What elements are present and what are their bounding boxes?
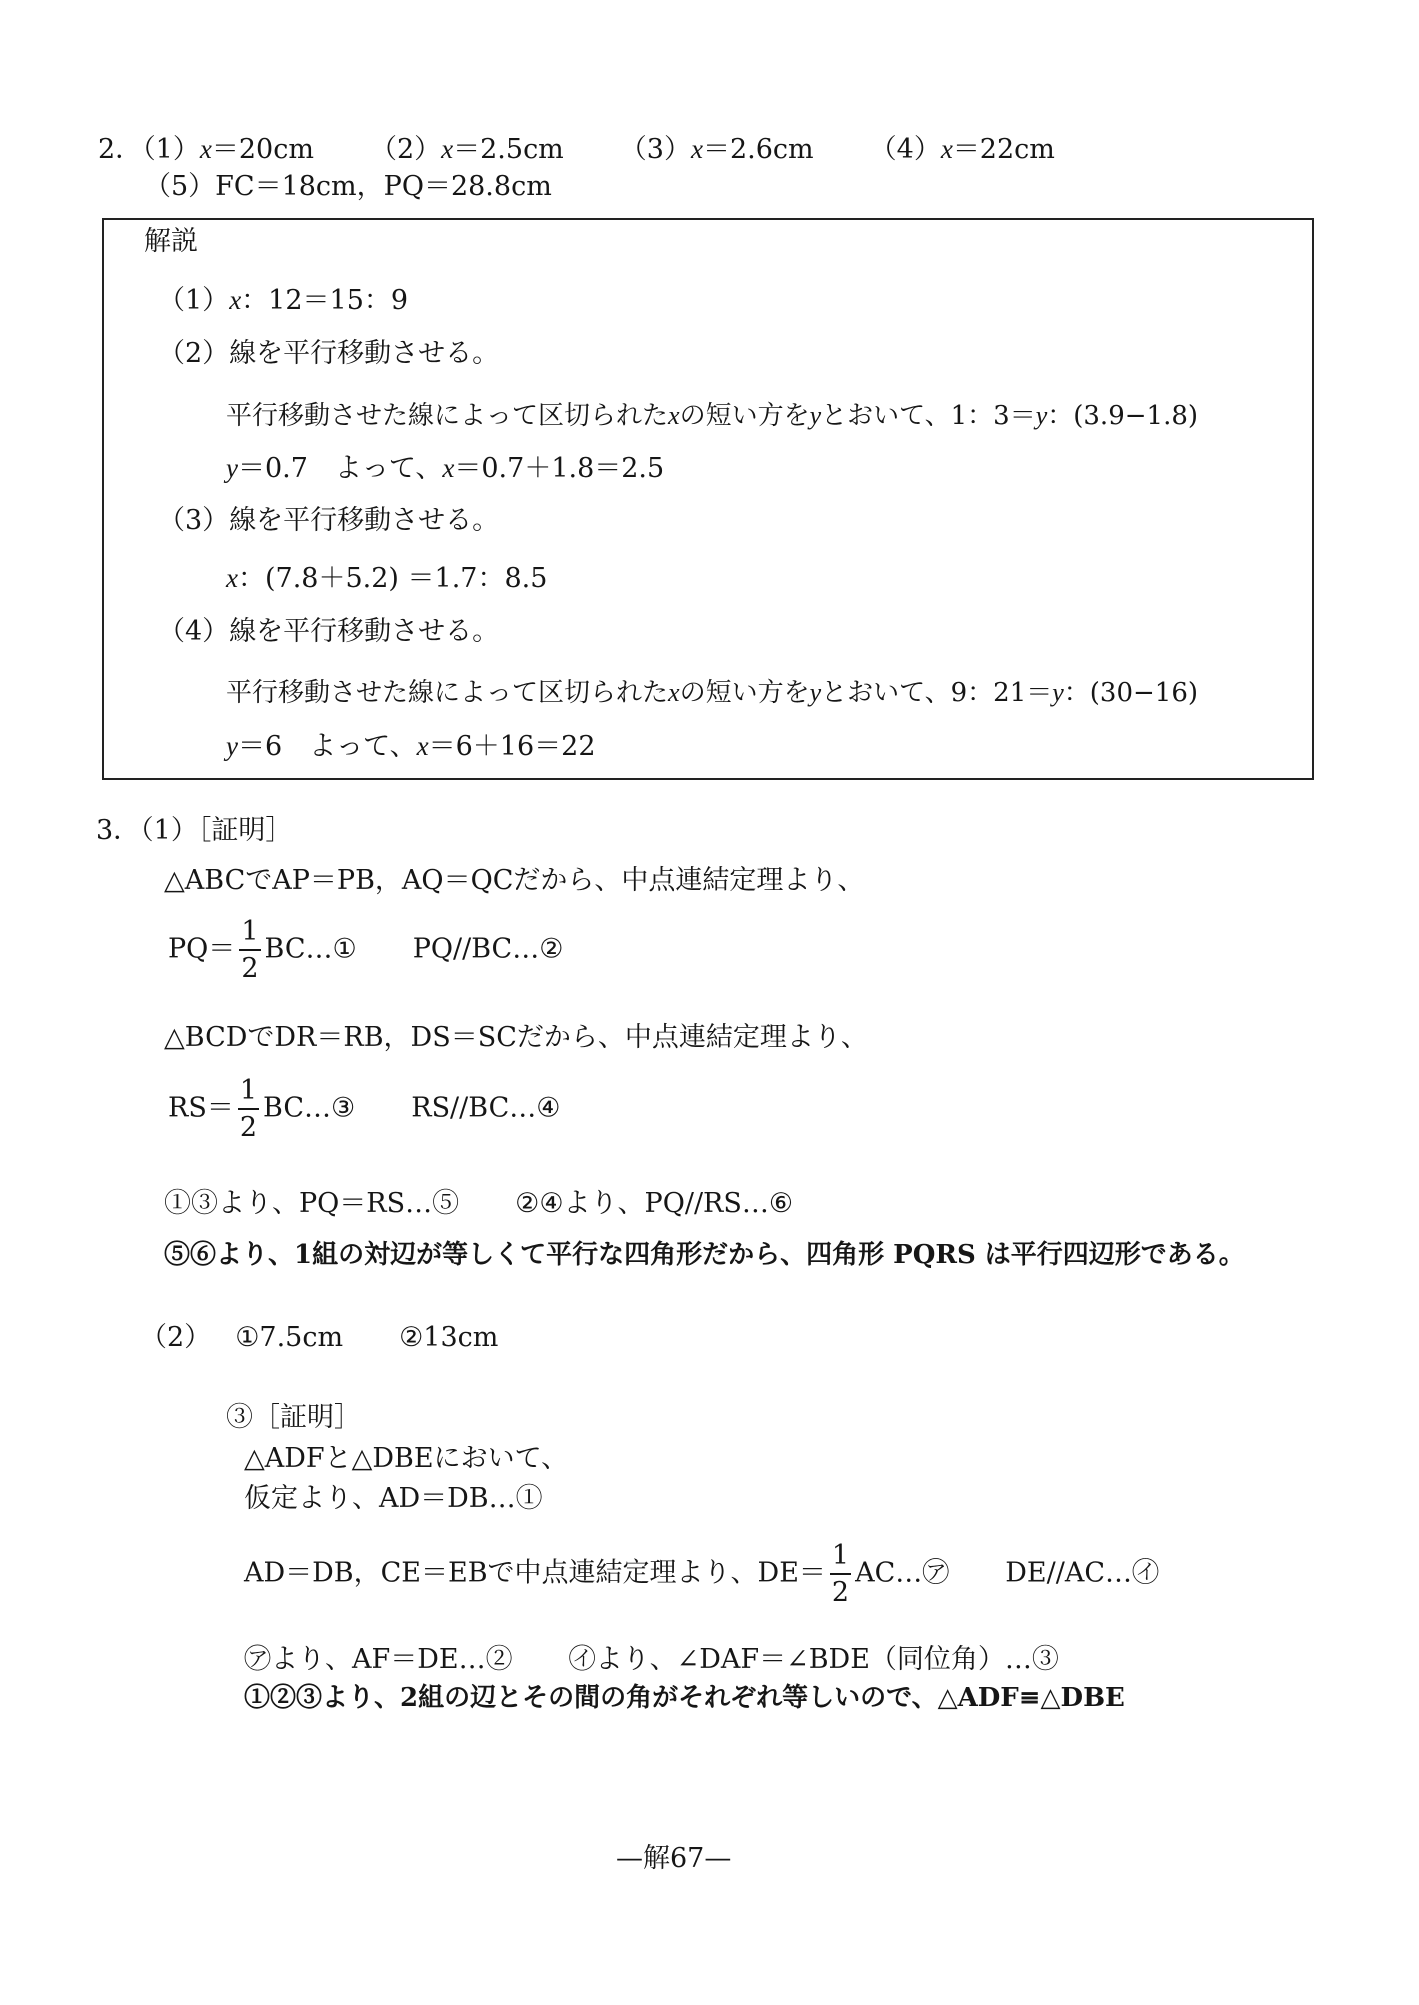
proof-2-line2: 仮定より、AD＝DB…① <box>244 1483 543 1514</box>
proof-2-line4: ㋐より、AF＝DE…② ㋑より、∠DAF＝∠BDE（同位角）…③ <box>244 1644 1059 1675</box>
proof-1-line1: △ABCでAP＝PB，AQ＝QCだから、中点連結定理より、 <box>164 865 865 896</box>
explanation-4-line2: 平行移動させた線によって区切られたxの短い方をyとおいて、9：21＝y：(30−16) <box>226 678 1199 708</box>
proof-1-formula2: RS＝ $\frac{1}{2}$ BC…③ RS//BC…④ <box>168 1075 561 1143</box>
answer-row-2 <box>98 133 1055 166</box>
explanation-4-line3: y＝6 よって、x＝6＋16＝22 <box>226 731 596 762</box>
explanation-3-line2: x：(7.8＋5.2) ＝1.7：8.5 <box>226 563 548 594</box>
section-number-2: 2． <box>98 134 143 165</box>
proof-2-head: ③［証明］ <box>226 1402 361 1433</box>
fraction-one-half: $\frac{1}{2}$ <box>239 1075 258 1143</box>
proof-1-line2: △BCDでDR＝RB，DS＝SCだから、中点連結定理より、 <box>164 1022 868 1053</box>
explanation-1: （1）x：12＝15：9 <box>158 285 409 316</box>
explanation-title: 解説 <box>144 226 198 257</box>
answer-2-5: （5）FC＝18cm，PQ＝28.8cm <box>144 171 552 202</box>
explanation-2-head: （2）線を平行移動させる。 <box>158 338 500 369</box>
page-number: —解67— <box>616 1843 732 1874</box>
proof-1-line3: ①③より、PQ＝RS…⑤ ②④より、PQ//RS…⑥ <box>164 1188 794 1219</box>
answer-3-2: （2） ①7.5cm ②13cm <box>140 1322 499 1353</box>
explanation-2-line2: 平行移動させた線によって区切られたxの短い方をyとおいて、1：3＝y：(3.9−1.8) <box>226 401 1199 431</box>
fraction-one-half: $\frac{1}{2}$ <box>241 916 259 984</box>
explanation-3-head: （3）線を平行移動させる。 <box>158 505 500 536</box>
answer-2-2: （2）x＝2.5cm <box>369 134 564 165</box>
answer-2-1: （1）x＝20cm <box>142 134 314 165</box>
proof-2-line3: AD＝DB，CE＝EBで中点連結定理より、DE＝ $\frac{1}{2}$ AC…㋐ DE//AC…㋑ <box>244 1540 1159 1608</box>
proof-2-conclusion: ①②③より、2組の辺とその間の角がそれぞれ等しいので、△ADF≡△DBE <box>244 1683 1125 1713</box>
proof-1-formula1: PQ＝ $\frac{1}{2}$ BC…① PQ//BC…② <box>168 916 564 984</box>
answer-2-4: （4）x＝22cm <box>869 134 1055 165</box>
section-3-head: 3．（1）［証明］ <box>96 815 293 846</box>
proof-2-line1: △ADFと△DBEにおいて、 <box>244 1443 569 1474</box>
explanation-4-head: （4）線を平行移動させる。 <box>158 616 500 647</box>
fraction-one-half: $\frac{1}{2}$ <box>831 1540 850 1608</box>
proof-1-conclusion: ⑤⑥より、1組の対辺が等しくて平行な四角形だから、四角形 PQRS は平行四辺形である。 <box>164 1240 1245 1270</box>
explanation-2-line3: y＝0.7 よって、x＝0.7＋1.8＝2.5 <box>226 453 665 484</box>
answer-2-3: （3）x＝2.6cm <box>619 134 814 165</box>
